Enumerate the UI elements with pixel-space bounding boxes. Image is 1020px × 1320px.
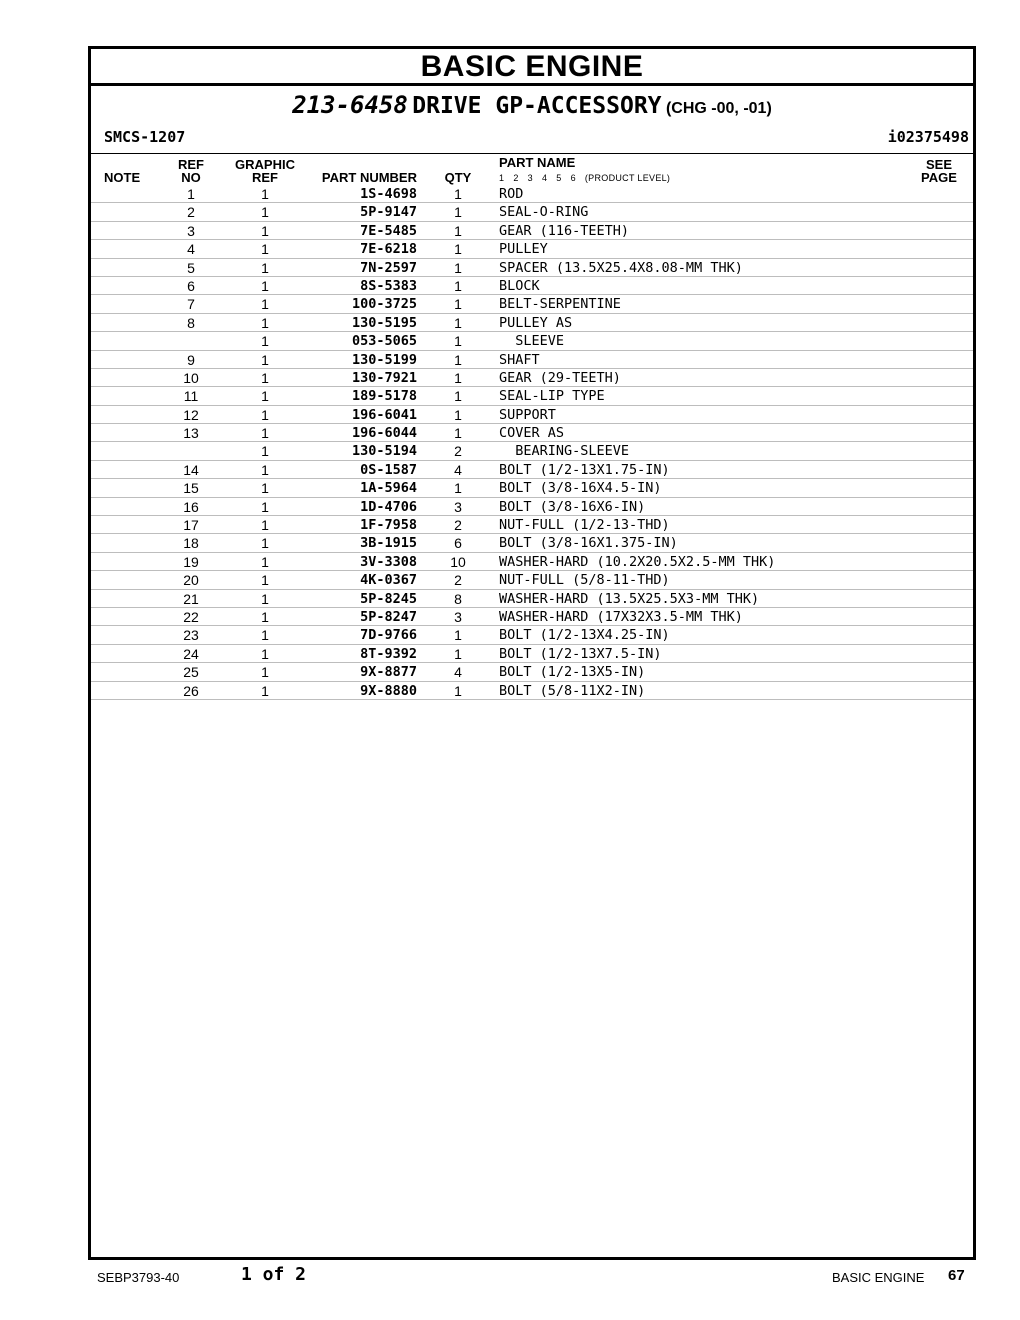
- part-number: 100-3725: [351, 296, 417, 313]
- quantity: 10: [450, 553, 466, 570]
- table-row: [91, 424, 973, 442]
- graphic-ref: 1: [261, 461, 269, 478]
- ref-no: 1: [187, 186, 195, 202]
- part-name: WASHER-HARD (17X32X3.5-MM THK): [499, 608, 743, 625]
- table-row: [91, 442, 973, 460]
- graphic-ref: 1: [261, 443, 269, 460]
- graphic-ref: 1: [261, 535, 269, 552]
- quantity: 1: [454, 333, 462, 350]
- table-row: [91, 553, 973, 571]
- table-row: [91, 516, 973, 534]
- ref-no: 8: [187, 314, 195, 331]
- part-name: NUT-FULL (1/2-13-THD): [499, 517, 670, 534]
- ref-no: 19: [183, 553, 199, 570]
- graphic-ref: 1: [261, 296, 269, 313]
- header-part-name: PART NAME: [499, 155, 576, 170]
- part-name: BELT-SERPENTINE: [499, 296, 621, 313]
- part-number: 130-7921: [351, 369, 417, 386]
- table-row: [91, 295, 973, 313]
- part-name: BOLT (1/2-13X4.25-IN): [499, 627, 670, 644]
- graphic-ref: 1: [261, 645, 269, 662]
- graphic-ref: 1: [261, 351, 269, 368]
- part-number: 8S-5383: [360, 277, 417, 294]
- ref-no: 16: [183, 498, 199, 515]
- part-name: SHAFT: [499, 351, 540, 368]
- header-qty: QTY: [444, 170, 472, 185]
- ref-no: 21: [183, 590, 199, 607]
- quantity: 1: [454, 241, 462, 258]
- header-note: NOTE: [104, 170, 141, 185]
- part-number: 1A-5964: [360, 480, 417, 497]
- header-see-top: SEE: [925, 157, 952, 172]
- ref-no: 5: [187, 259, 195, 276]
- quantity: 1: [454, 296, 462, 313]
- table-row: [91, 240, 973, 258]
- part-number: 4K-0367: [360, 572, 417, 589]
- quantity: 1: [454, 186, 462, 202]
- part-number: 5P-8245: [360, 590, 417, 607]
- part-name: NUT-FULL (5/8-11-THD): [499, 572, 670, 589]
- ref-no: 25: [183, 664, 199, 681]
- part-name: WASHER-HARD (13.5X25.5X3-MM THK): [499, 590, 760, 607]
- part-number: 5P-9147: [360, 204, 417, 221]
- level-3: 3: [527, 173, 533, 183]
- part-name: BOLT (3/8-16X4.5-IN): [499, 480, 662, 497]
- ref-no: 18: [183, 535, 199, 552]
- part-name: SEAL-O-RING: [499, 204, 589, 221]
- part-number: 130-5199: [351, 351, 417, 368]
- part-number: 7D-9766: [360, 627, 417, 644]
- quantity: 1: [454, 277, 462, 294]
- graphic-ref: 1: [261, 517, 269, 534]
- part-name: SUPPORT: [499, 406, 556, 423]
- ref-no: 6: [187, 277, 195, 294]
- part-number: 7E-6218: [360, 241, 417, 258]
- table-row: [91, 185, 973, 203]
- graphic-ref: 1: [261, 608, 269, 625]
- part-name: PULLEY AS: [499, 314, 573, 331]
- change-level: (CHG -00, -01): [665, 100, 772, 117]
- page-of: 1 of 2: [241, 1264, 307, 1285]
- table-row: [91, 369, 973, 387]
- graphic-ref: 1: [261, 627, 269, 644]
- graphic-ref: 1: [261, 333, 269, 350]
- part-number: 3V-3308: [360, 553, 417, 570]
- group-name: DRIVE GP-ACCESSORY: [412, 93, 662, 119]
- table-row: [91, 203, 973, 221]
- footer-section: BASIC ENGINE: [832, 1270, 925, 1285]
- quantity: 1: [454, 259, 462, 276]
- graphic-ref: 1: [261, 241, 269, 258]
- ref-no: 12: [183, 406, 199, 423]
- quantity: 3: [454, 608, 462, 625]
- quantity: 1: [454, 406, 462, 423]
- smcs-code: SMCS-1207: [104, 128, 186, 146]
- graphic-ref: 1: [261, 204, 269, 221]
- table-row: [91, 406, 973, 424]
- part-name: BEARING-SLEEVE: [499, 443, 630, 460]
- ref-no: 22: [183, 608, 199, 625]
- part-number: 196-6044: [351, 425, 417, 442]
- header-divider: [91, 153, 973, 154]
- part-number: 8T-9392: [360, 645, 417, 662]
- ref-no: 10: [183, 369, 199, 386]
- ref-no: 11: [183, 388, 199, 405]
- quantity: 1: [454, 627, 462, 644]
- graphic-ref: 1: [261, 277, 269, 294]
- part-name: ROD: [499, 186, 524, 202]
- table-row: [91, 277, 973, 295]
- part-number: 130-5195: [351, 314, 417, 331]
- header-see-bottom: PAGE: [921, 170, 957, 185]
- table-row: [91, 682, 973, 700]
- graphic-ref: 1: [261, 664, 269, 681]
- ref-no: 9: [187, 351, 195, 368]
- part-name: GEAR (116-TEETH): [499, 222, 630, 239]
- table-row: [91, 498, 973, 516]
- quantity: 1: [454, 314, 462, 331]
- level-1: 1: [499, 173, 505, 183]
- graphic-ref: 1: [261, 425, 269, 442]
- table-row: [91, 222, 973, 240]
- part-name: BOLT (3/8-16X6-IN): [499, 498, 646, 515]
- table-row: [91, 626, 973, 644]
- ref-no: 15: [183, 480, 199, 497]
- quantity: 1: [454, 369, 462, 386]
- quantity: 1: [454, 204, 462, 221]
- graphic-ref: 1: [261, 186, 269, 202]
- quantity: 1: [454, 645, 462, 662]
- part-name: SEAL-LIP TYPE: [499, 388, 605, 405]
- table-row: [91, 663, 973, 681]
- part-name: SLEEVE: [499, 333, 565, 350]
- graphic-ref: 1: [261, 314, 269, 331]
- header-part-number: PART NUMBER: [321, 170, 417, 185]
- graphic-ref: 1: [261, 480, 269, 497]
- quantity: 1: [454, 388, 462, 405]
- part-name: BOLT (5/8-11X2-IN): [499, 682, 646, 699]
- header-graphic-top: GRAPHIC: [235, 157, 295, 172]
- header-graphic-bottom: REF: [252, 170, 278, 185]
- part-number: 053-5065: [351, 333, 417, 350]
- part-name: SPACER (13.5X25.4X8.08-MM THK): [499, 259, 743, 276]
- graphic-ref: 1: [261, 682, 269, 699]
- part-number: 196-6041: [351, 406, 417, 423]
- part-number: 3B-1915: [360, 535, 417, 552]
- part-number: 1S-4698: [360, 186, 417, 202]
- part-number: 189-5178: [351, 388, 417, 405]
- graphic-ref: 1: [261, 572, 269, 589]
- ref-no: 13: [183, 425, 199, 442]
- part-number: 1D-4706: [360, 498, 417, 515]
- ref-no: 4: [187, 241, 195, 258]
- table-row: [91, 351, 973, 369]
- section-title: BASIC ENGINE: [91, 49, 973, 86]
- graphic-ref: 1: [261, 498, 269, 515]
- part-number: 7N-2597: [360, 259, 417, 276]
- quantity: 1: [454, 222, 462, 239]
- quantity: 6: [454, 535, 462, 552]
- part-number: 9X-8877: [360, 664, 417, 681]
- table-row: [91, 571, 973, 589]
- graphic-ref: 1: [261, 406, 269, 423]
- part-name: GEAR (29-TEETH): [499, 369, 621, 386]
- parts-list-frame: [88, 46, 976, 1260]
- quantity: 2: [454, 572, 462, 589]
- level-2: 2: [513, 173, 519, 183]
- ref-no: 14: [183, 461, 199, 478]
- ref-no: 2: [187, 204, 195, 221]
- part-number: 5P-8247: [360, 608, 417, 625]
- ref-no: 26: [183, 682, 199, 699]
- graphic-ref: 1: [261, 222, 269, 239]
- product-level-label: (PRODUCT LEVEL): [584, 173, 671, 183]
- table-row: [91, 534, 973, 552]
- ref-no: 24: [183, 645, 199, 662]
- group-part-number: 213-6458: [292, 91, 408, 119]
- graphic-ref: 1: [261, 369, 269, 386]
- part-number: 7E-5485: [360, 222, 417, 239]
- header-ref-top: REF: [178, 157, 204, 172]
- graphic-ref: 1: [261, 590, 269, 607]
- part-number: 130-5194: [351, 443, 417, 460]
- level-5: 5: [556, 173, 562, 183]
- part-name: BOLT (3/8-16X1.375-IN): [499, 535, 678, 552]
- table-row: [91, 590, 973, 608]
- ref-no: 20: [183, 572, 199, 589]
- part-name: COVER AS: [499, 425, 565, 442]
- ref-no: 7: [187, 296, 195, 313]
- table-row: [91, 314, 973, 332]
- illustration-id: i02375498: [887, 128, 969, 146]
- table-row: [91, 332, 973, 350]
- ref-no: 17: [183, 517, 199, 534]
- part-name: BOLT (1/2-13X7.5-IN): [499, 645, 662, 662]
- group-subtitle: [91, 91, 973, 119]
- ref-no: 3: [187, 222, 195, 239]
- quantity: 1: [454, 682, 462, 699]
- header-product-levels: [499, 173, 679, 183]
- part-number: 1F-7958: [360, 517, 417, 534]
- table-row: [91, 387, 973, 405]
- part-name: WASHER-HARD (10.2X20.5X2.5-MM THK): [499, 553, 776, 570]
- quantity: 4: [454, 461, 462, 478]
- ref-no: 23: [183, 627, 199, 644]
- quantity: 1: [454, 351, 462, 368]
- level-4: 4: [541, 173, 548, 183]
- quantity: 3: [454, 498, 462, 515]
- table-row: [91, 608, 973, 626]
- part-name: BOLT (1/2-13X1.75-IN): [499, 461, 670, 478]
- part-name: BLOCK: [499, 277, 540, 294]
- table-row: [91, 259, 973, 277]
- quantity: 1: [454, 480, 462, 497]
- level-6: 6: [570, 173, 576, 183]
- document-number: SEBP3793-40: [97, 1270, 180, 1285]
- table-row: [91, 461, 973, 479]
- part-number: 9X-8880: [360, 682, 417, 699]
- quantity: 1: [454, 425, 462, 442]
- table-row: [91, 479, 973, 497]
- part-name: BOLT (1/2-13X5-IN): [499, 664, 646, 681]
- page-number: 67: [948, 1267, 965, 1284]
- quantity: 2: [454, 517, 462, 534]
- quantity: 4: [454, 664, 462, 681]
- quantity: 8: [454, 590, 462, 607]
- header-ref-bottom: NO: [181, 170, 201, 185]
- graphic-ref: 1: [261, 388, 269, 405]
- part-number: 0S-1587: [360, 461, 417, 478]
- quantity: 2: [454, 443, 462, 460]
- table-row: [91, 645, 973, 663]
- graphic-ref: 1: [261, 553, 269, 570]
- graphic-ref: 1: [261, 259, 269, 276]
- part-name: PULLEY: [499, 241, 548, 258]
- parts-table: [91, 185, 973, 700]
